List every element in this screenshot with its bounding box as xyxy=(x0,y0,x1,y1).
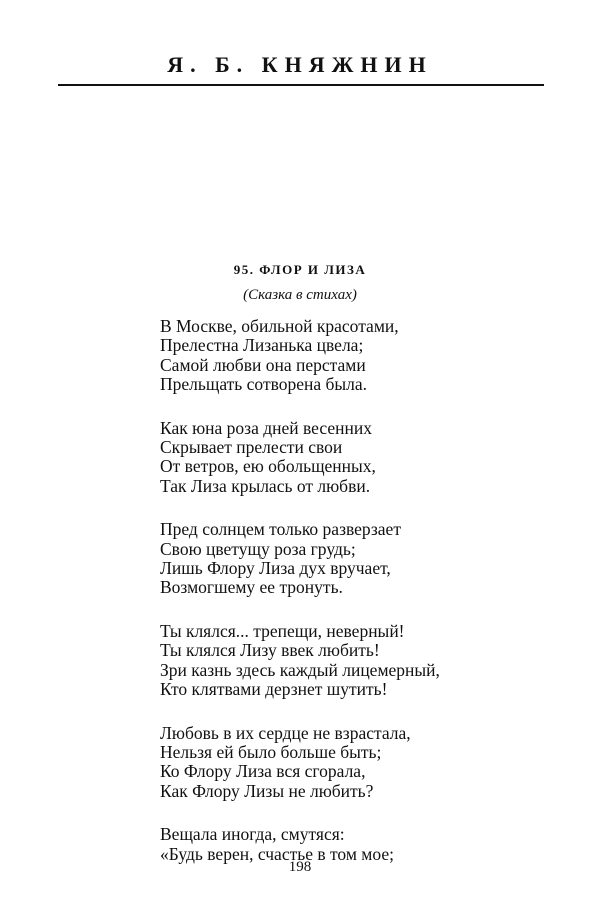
poem-title: 95. ФЛОР И ЛИЗА xyxy=(233,262,367,277)
stanza-3 xyxy=(160,520,500,598)
page-number: 198 xyxy=(288,859,312,875)
poem-line: «Будь верен, счастье в том мое; xyxy=(160,843,394,864)
stanza-1 xyxy=(160,317,500,395)
poem-line: Как юна роза дней весенних xyxy=(160,417,372,438)
poem-line: Любовь в их сердце не взрастала, xyxy=(160,722,411,743)
header-rule xyxy=(58,84,544,86)
poem-line: Прелестна Лизанька цвела; xyxy=(160,335,364,356)
poem-line: Скрывает прелести свои xyxy=(160,437,343,458)
running-head-author: Я. Б. КНЯЖНИН xyxy=(167,52,433,77)
poem-line: Зри казнь здесь каждый лицемерный, xyxy=(160,659,440,680)
poem-line: Лишь Флору Лиза дух вручает, xyxy=(160,558,391,579)
poem-line: От ветров, ею обольщенных, xyxy=(160,456,376,477)
poem-line: Ко Флору Лиза вся сгорала, xyxy=(160,761,366,782)
stanza-2 xyxy=(160,419,500,497)
poem-line: Пред солнцем только разверзает xyxy=(160,519,401,540)
poem-line: Как Флору Лизы не любить? xyxy=(160,780,374,801)
poem-line: Ты клялся Лизу ввек любить! xyxy=(160,640,380,661)
poem-body xyxy=(160,317,500,888)
poem-line: В Москве, обильной красотами, xyxy=(160,316,399,336)
poem-line: Ты клялся... трепещи, неверный! xyxy=(160,620,405,641)
poem-line: Нельзя ей было больше быть; xyxy=(160,741,382,762)
poem-line: Так Лиза крылась от любви. xyxy=(160,475,371,496)
stanza-4 xyxy=(160,622,500,700)
poem-line: Самой любви она перстами xyxy=(160,354,366,375)
poem-line: Вещала иногда, смутяся: xyxy=(160,824,345,845)
poem-line: Прельщать сотворена была. xyxy=(160,374,368,395)
poem-line: Свою цветущу роза грудь; xyxy=(160,538,356,559)
poem-line: Возмогшему ее тронуть. xyxy=(160,577,343,598)
poem-subtitle: (Сказка в стихах) xyxy=(243,287,357,303)
stanza-5 xyxy=(160,724,500,802)
poem-line: Кто клятвами дерзнет шутить! xyxy=(160,679,388,700)
